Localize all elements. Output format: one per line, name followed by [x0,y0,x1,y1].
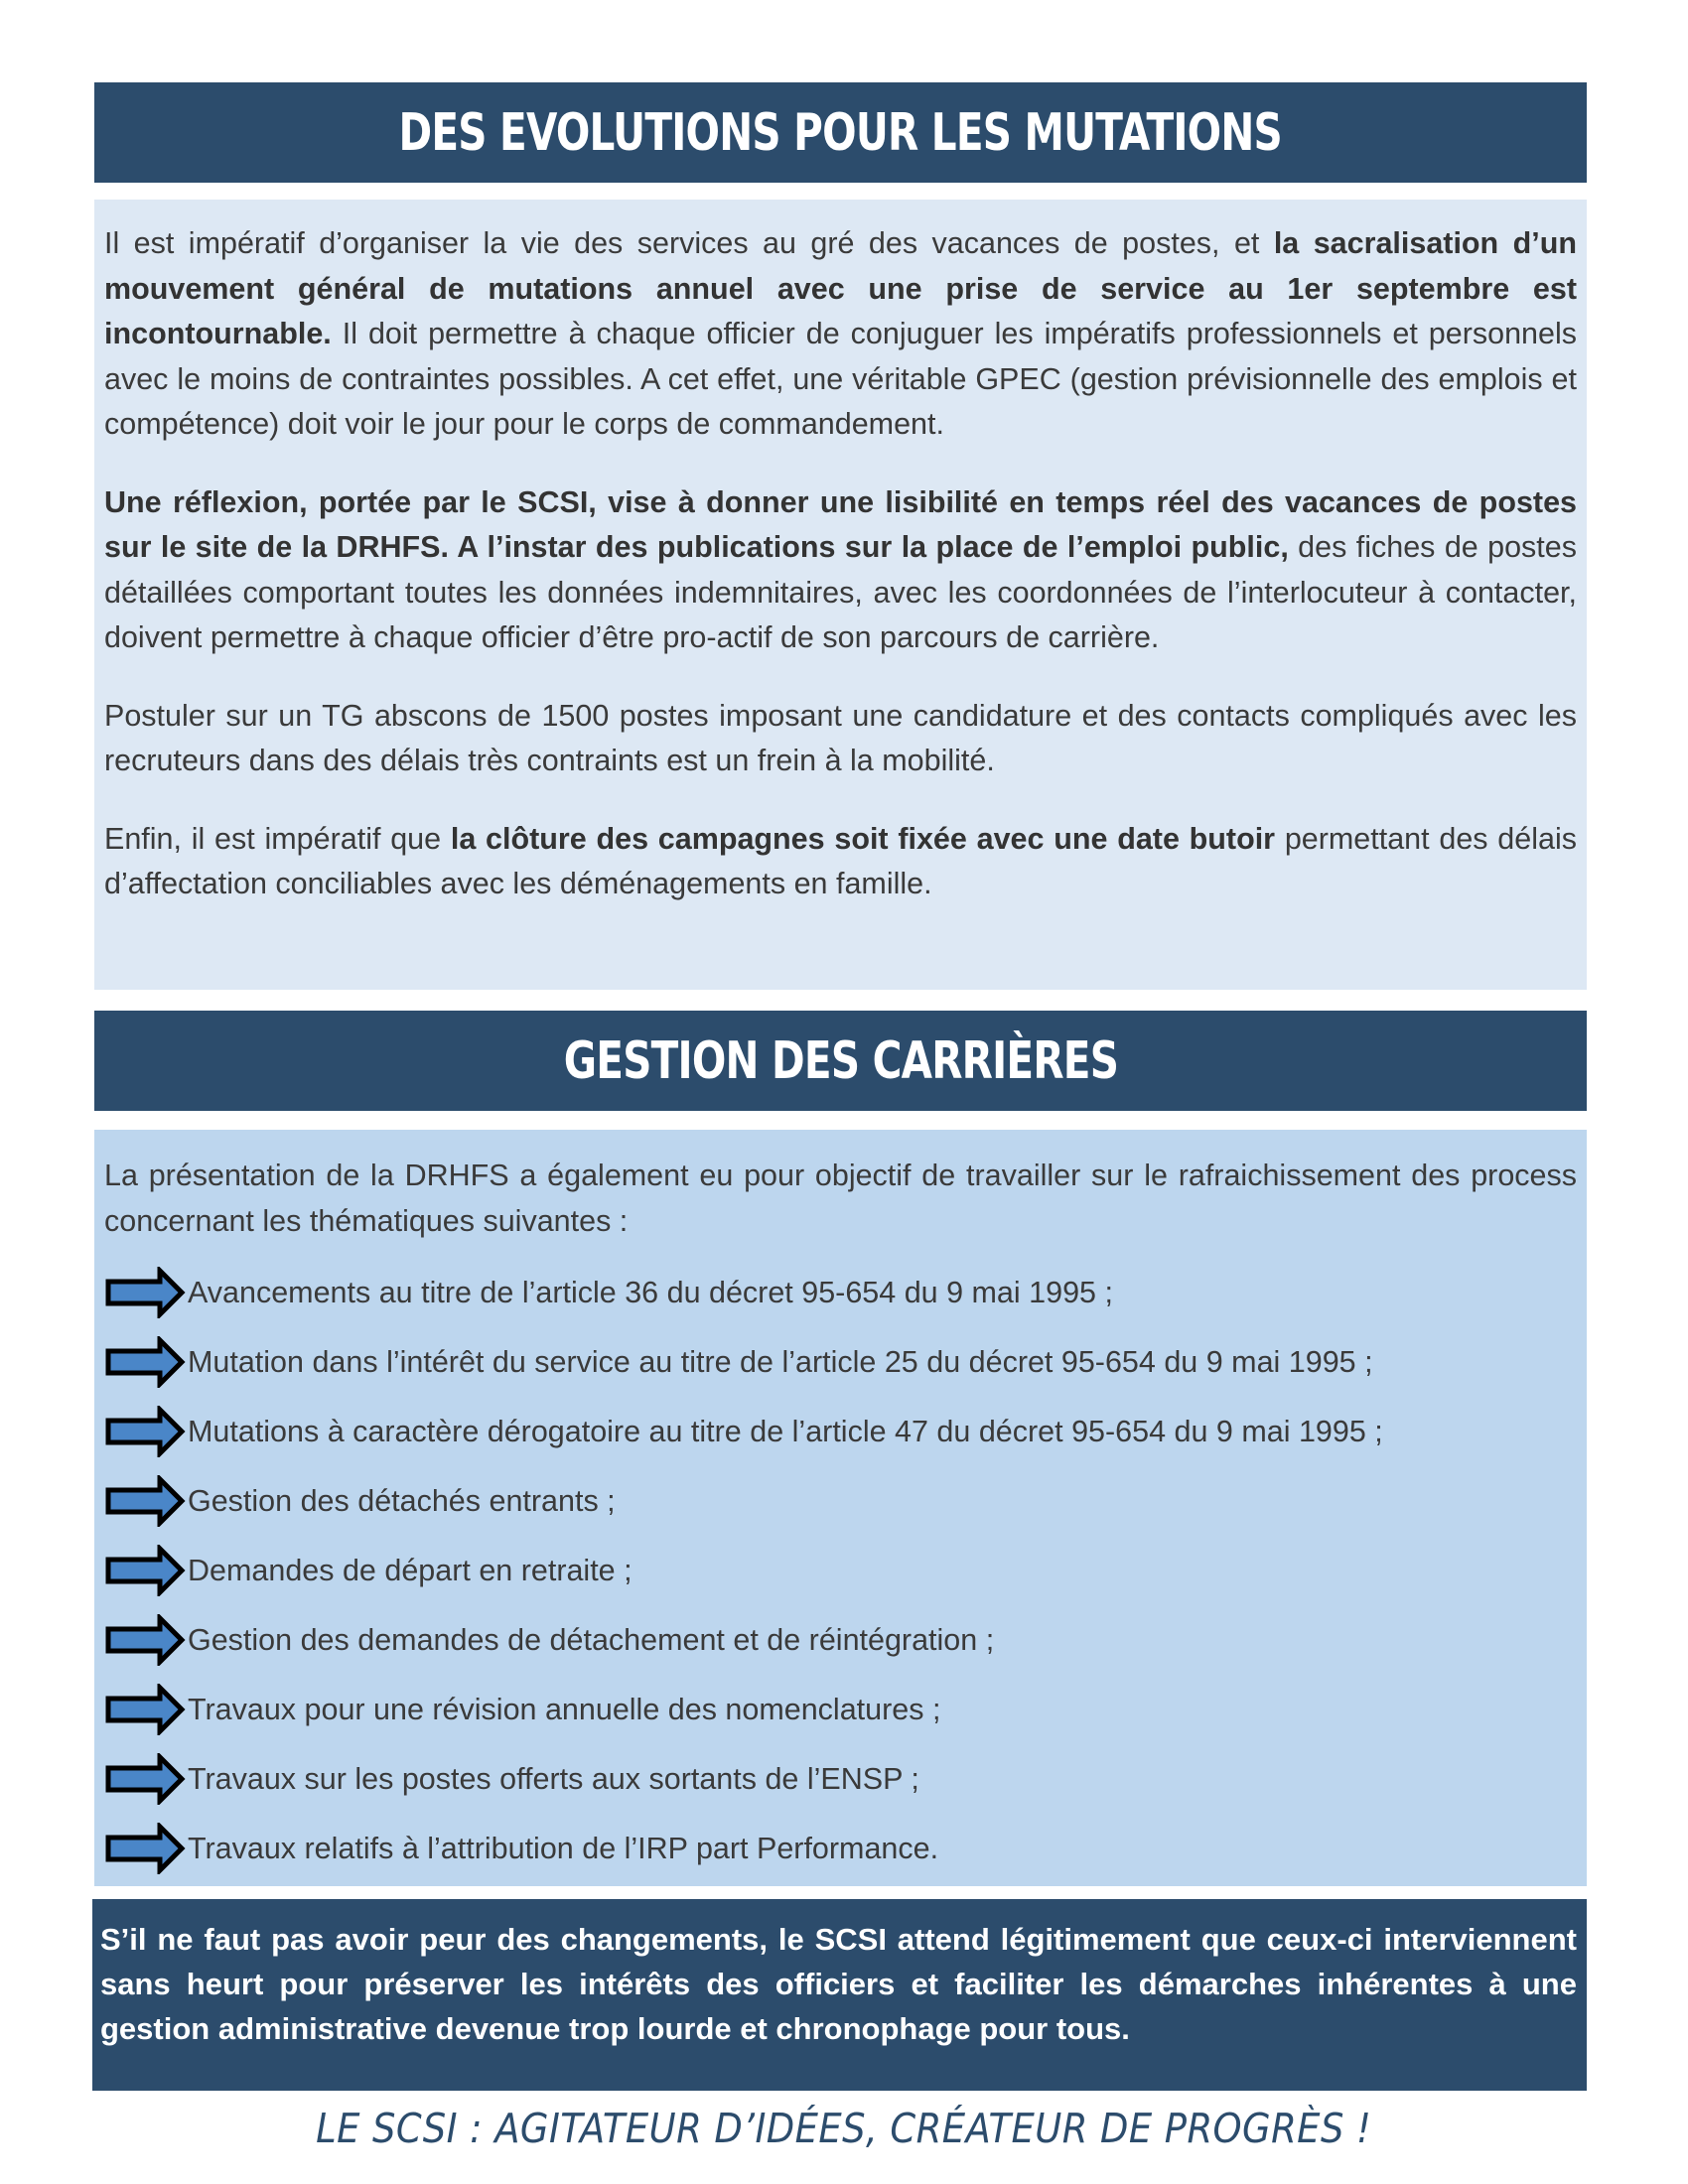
text-run: Il est impératif d’organiser la vie des services au gré des vacances de postes, et [104,226,1274,260]
right-arrow-icon [104,1545,186,1596]
footer-slogan-text: LE SCSI : AGITATEUR D’IDÉES, CRÉATEUR DE PROGRÈS ! [316,2105,1372,2152]
careers-list [104,1258,1577,1883]
list-item-text: Demandes de départ en retraite ; [188,1553,633,1587]
list-item [104,1258,1577,1327]
section-title-careers-text: GESTION DES CARRIÈRES [563,1030,1118,1091]
right-arrow-icon [104,1475,186,1527]
right-arrow-icon [104,1753,186,1805]
section-title-careers [94,1011,1587,1111]
text-run: Enfin, il est impératif que [104,821,451,856]
text-run: permettant des délais d’affectation conciliables avec les déménagements en famille. [104,821,1577,900]
bold-text-run: la sacralisation d’un mouvement général de mutations annuel avec une prise de service au 1er septembre est incontournable. [104,226,1577,350]
list-item-text: Gestion des demandes de détachement et de réintégration ; [188,1622,995,1657]
right-arrow-icon [104,1406,186,1457]
bold-text-run: Une réflexion, portée par le SCSI, vise à donner une lisibilité en temps réel des vacances de postes sur le site de la DRHFS. A l’instar des publications sur la place de l’emploi public, [104,484,1577,564]
footer-slogan [0,2105,1688,2164]
list-item [104,1814,1577,1883]
list-item [104,1466,1577,1536]
section-title-mutations-text: DES EVOLUTIONS POUR LES MUTATIONS [398,102,1283,163]
right-arrow-icon [104,1336,186,1388]
text-run: Postuler sur un TG abscons de 1500 postes imposant une candidature et des contacts compliqués avec les recruteurs dans des délais très contraints est un frein à la mobilité. [104,698,1577,777]
bold-text-run: la clôture des campagnes soit fixée avec une date butoir [450,821,1276,856]
careers-intro: La présentation de la DRHFS a également eu pour objectif de travailler sur le rafraichissement des process concernant les thématiques suivantes : [104,1159,1577,1238]
section-title-mutations [94,82,1587,183]
list-item [104,1744,1577,1814]
list-item-text: Travaux sur les postes offerts aux sortants de l’ENSP ; [188,1761,919,1796]
list-item-text: Avancements au titre de l’article 36 du décret 95-654 du 9 mai 1995 ; [188,1275,1113,1309]
mutations-paragraph [104,480,1577,661]
careers-panel [94,1130,1587,1886]
right-arrow-icon [104,1823,186,1874]
list-item [104,1536,1577,1605]
text-run: des fiches de postes détaillées comportant toutes les données indemnitaires, avec les coordonnées de l’interlocuteur à contacter, doivent permettre à chaque officier d’être pro-actif de son parcours de carrière. [104,530,1577,654]
list-item [104,1605,1577,1675]
list-item-text: Travaux relatifs à l’attribution de l’IRP part Performance. [188,1831,939,1865]
list-item-text: Travaux pour une révision annuelle des nomenclatures ; [188,1692,941,1726]
list-item-text: Gestion des détachés entrants ; [188,1483,616,1518]
mutations-paragraph [104,221,1577,448]
text-run: Il doit permettre à chaque officier de conjuguer les impératifs professionnels et personnels avec le moins de contraintes possibles. A cet effet, une véritable GPEC (gestion prévisionnelle des emplois et compétence) doit voir le jour pour le corps de commandement. [104,317,1577,441]
list-item-text: Mutations à caractère dérogatoire au titre de l’article 47 du décret 95-654 du 9 mai 1995 ; [188,1414,1383,1448]
mutations-panel [94,200,1587,990]
right-arrow-icon [104,1267,186,1318]
conclusion-text: S’il ne faut pas avoir peur des changements, le SCSI attend légitimement que ceux-ci interviennent sans heurt pour préserver les intérêts des officiers et faciliter les démarches inhérentes à une gestion administrative devenue trop lourde et chronophage pour tous. [100,1922,1577,2046]
list-item-text: Mutation dans l’intérêt du service au titre de l’article 25 du décret 95-654 du 9 mai 1995 ; [188,1344,1373,1379]
list-item [104,1397,1577,1466]
list-item [104,1327,1577,1397]
mutations-paragraph [104,817,1577,907]
conclusion-box [92,1899,1587,2091]
list-item [104,1675,1577,1744]
right-arrow-icon [104,1684,186,1735]
mutations-paragraph [104,694,1577,784]
right-arrow-icon [104,1614,186,1666]
